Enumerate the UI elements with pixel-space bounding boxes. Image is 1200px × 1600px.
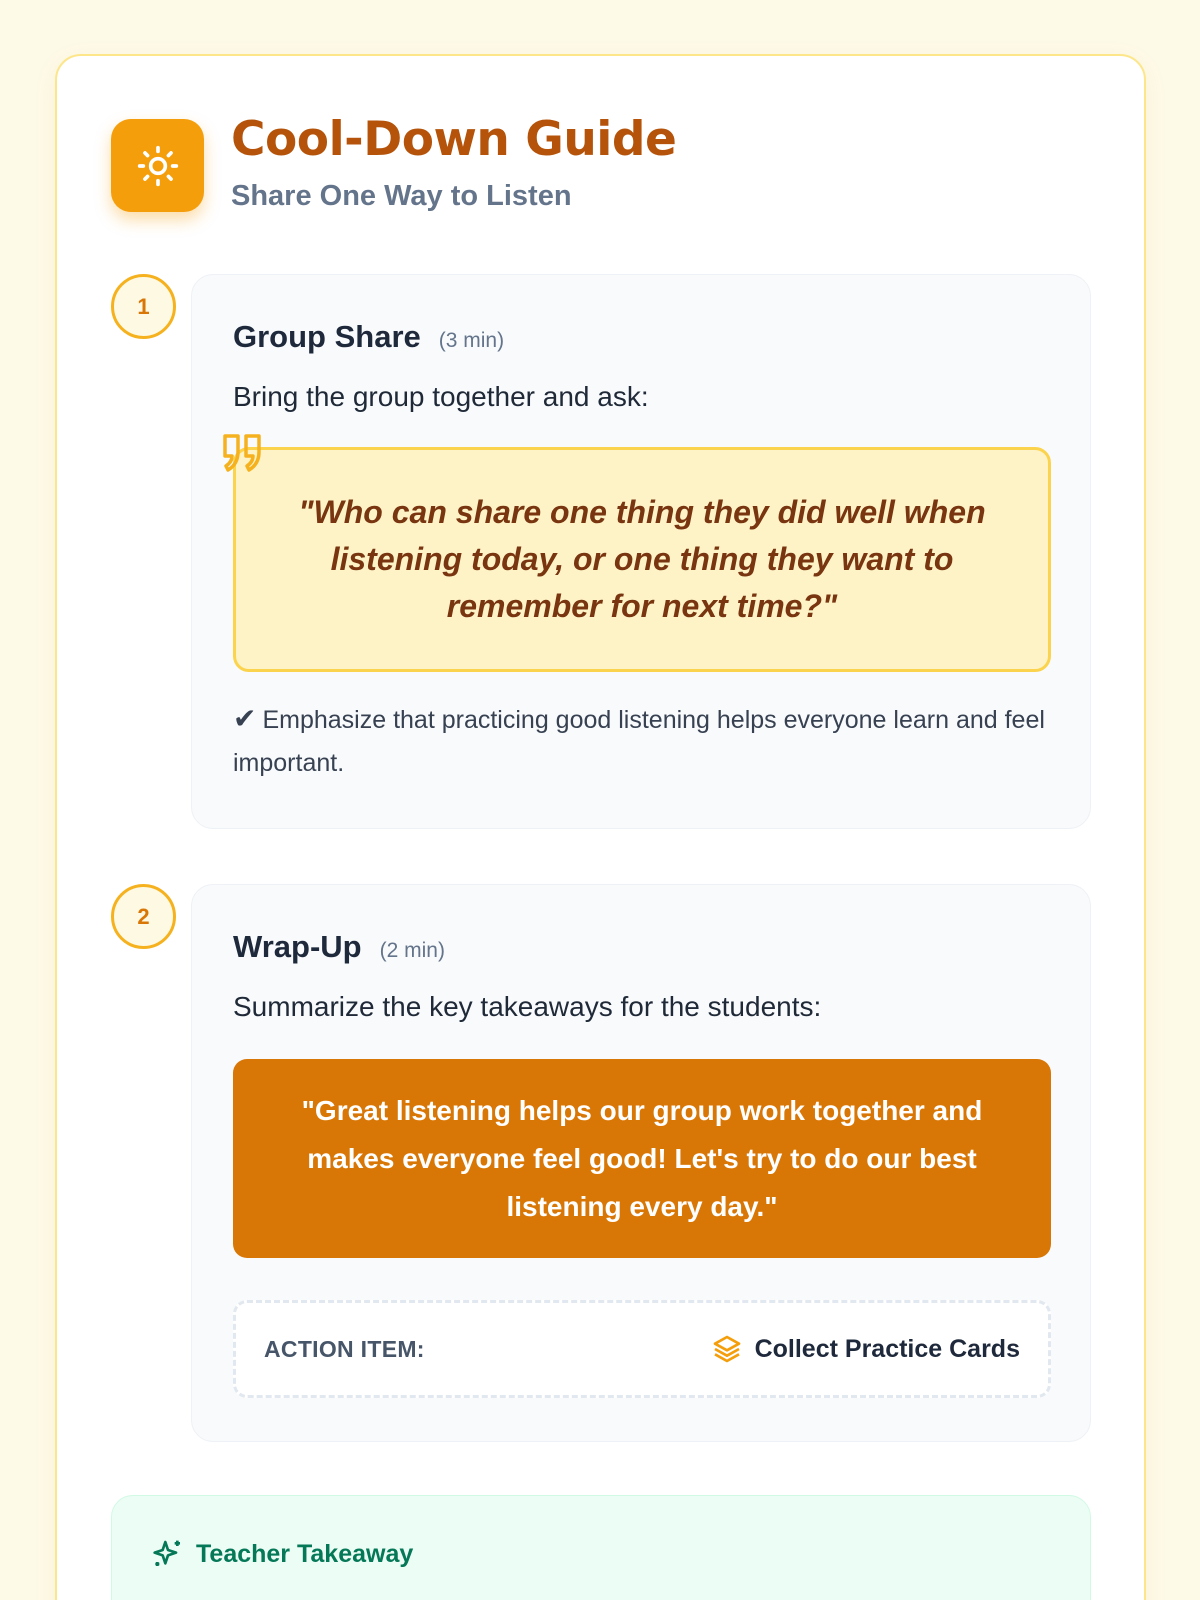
action-item-value <box>711 1333 1020 1365</box>
page-title: Cool-Down Guide <box>231 112 677 167</box>
step-title-text: Wrap-Up <box>233 929 362 964</box>
step-title <box>233 319 504 355</box>
action-item-box <box>233 1300 1051 1398</box>
step-duration: (2 min) <box>379 939 445 962</box>
step-number-1: 1 <box>111 274 176 339</box>
layers-icon <box>711 1333 743 1365</box>
sparkles-icon <box>152 1538 184 1570</box>
step-duration: (3 min) <box>438 329 505 352</box>
step-panel-wrap-up <box>191 884 1091 1442</box>
step-number-2: 2 <box>111 884 176 949</box>
check-icon: ✔ <box>233 703 257 734</box>
quote-mark-icon <box>219 432 267 480</box>
sun-icon <box>111 119 204 212</box>
summary-text: "Great listening helps our group work together and makes everyone feel good! Let's try to do our best listening every day." <box>301 1094 983 1222</box>
step-panel-group-share <box>191 274 1091 829</box>
action-item-label: ACTION ITEM: <box>264 1335 425 1362</box>
teacher-takeaway-panel <box>111 1495 1091 1600</box>
quote-text: "Who can share one thing they did well when listening today, or one thing they want to remember for next time?" <box>298 494 986 624</box>
summary-box <box>233 1059 1051 1258</box>
step-intro: Summarize the key takeaways for the students: <box>233 991 822 1022</box>
takeaway-header <box>152 1538 413 1570</box>
quote-box <box>233 447 1051 672</box>
takeaway-title: Teacher Takeaway <box>196 1539 414 1568</box>
note-text: Emphasize that practicing good listening helps everyone learn and feel important. <box>233 706 1045 777</box>
step-title <box>233 929 445 965</box>
step-note <box>233 697 1053 785</box>
page-subtitle: Share One Way to Listen <box>231 180 572 212</box>
step-intro: Bring the group together and ask: <box>233 381 649 412</box>
action-item-text: Collect Practice Cards <box>754 1334 1020 1363</box>
step-title-text: Group Share <box>233 319 421 354</box>
